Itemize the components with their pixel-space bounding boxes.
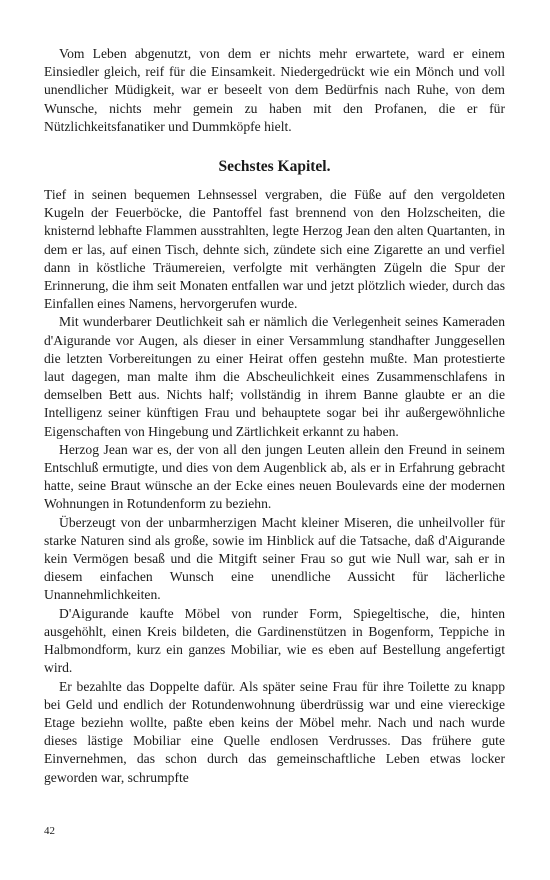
paragraph-5: D'Aigurande kaufte Möbel von runder Form, Spiegeltische, die, hinten ausgehöhlt, einen Kreis bildeten, die Gardinenstützen in Bogenform, Teppiche in Halbmondform, kurz ein ganzes Mobiliar, wie es eben auf Bestellung angefertigt wird. (44, 605, 505, 676)
intro-paragraph: Vom Leben abgenutzt, von dem er nichts mehr erwartete, ward er einem Einsiedler gleich, reif für die Einsamkeit. Niedergedrückt wie ein Mönch und voll unendlicher Müdigkeit, war er beseelt von dem Bedürfnis nach Ruhe, von dem Wunsche, nichts mehr gemein zu haben mit den Profanen, die er für Nützlichkeitsfanatiker und Dummköpfe hielt. (44, 46, 505, 134)
paragraph-6: Er bezahlte das Doppelte dafür. Als später seine Frau für ihre Toilette zu knapp bei Geld und endlich der Rotundenwohnung überdrüssig war und eine viereckige Etage beziehn wollte, paßte eben keins der Möbel mehr. Nach und nach wurde dieses lästige Mobiliar eine Quelle endlosen Verdrusses. Das frühere gute Einvernehmen, das schon durch das gemeinschaftliche Leben etwas locker geworden war, schrumpfte (44, 678, 505, 785)
paragraph-3: Herzog Jean war es, der von all den jungen Leuten allein den Freund in seinem Entschluß ermutigte, und dies von dem Augenblick ab, als er in Erfahrung gebracht hatte, seine Braut wünsche an der Ecke eines neuen Boulevards eine der modernen Wohnungen in Rotundenform zu beziehn. (44, 441, 505, 512)
chapter-title: Sechstes Kapitel. (218, 158, 331, 176)
paragraph-1: Tief in seinen bequemen Lehnsessel vergraben, die Füße auf den vergoldeten Kugeln der Feuerböcke, die Pantoffel fast brennend von den Holzscheiten, die knisternd lebhafte Flammen ausstrahlten, legte Herzog Jean den alten Quartanten, in dem er las, auf einen Tisch, dehnte sich, zündete sich eine Zigarette an und verfiel dann in köstliche Träumereien, verfolgte mit verhängten Zügeln die Spur der Erinnerung, die ihm seit Monaten entfallen war und jetzt plötzlich wieder, durch das Einfallen eines Namens, hervorgerufen wurde. (44, 187, 505, 312)
page-body (44, 45, 505, 787)
paragraph-4: Überzeugt von der unbarmherzigen Macht kleiner Miseren, die unheilvoller für starke Naturen sind als große, sowie im Hinblick auf die Tatsache, daß d'Aigurande kein Vermögen besaß und die Mitgift seiner Frau so gut wie Null war, sah er in diesem einfachen Wunsch eine unendliche Aussicht für lächerliche Unannehmlichkeiten. (44, 514, 505, 603)
page-number: 42 (44, 825, 55, 837)
paragraph-2: Mit wunderbarer Deutlichkeit sah er nämlich die Verlegenheit seines Kameraden d'Aigurande vor Augen, als dieser in einer Versammlung standhafter Junggesellen die letzten Vorbereitungen zu einer Heirat offen gestehn mußte. Man protestierte laut dagegen, man malte ihm die Abscheulichkeit eines Zusammenschlafens in demselben Bett aus. Nichts half; vollständig in ihrem Banne glaubte er an die Intelligenz seiner künftigen Frau und behauptete sogar bei ihr außergewöhnliche Eigenschaften von Hingebung und Zärtlichkeit erkannt zu haben. (44, 314, 505, 439)
